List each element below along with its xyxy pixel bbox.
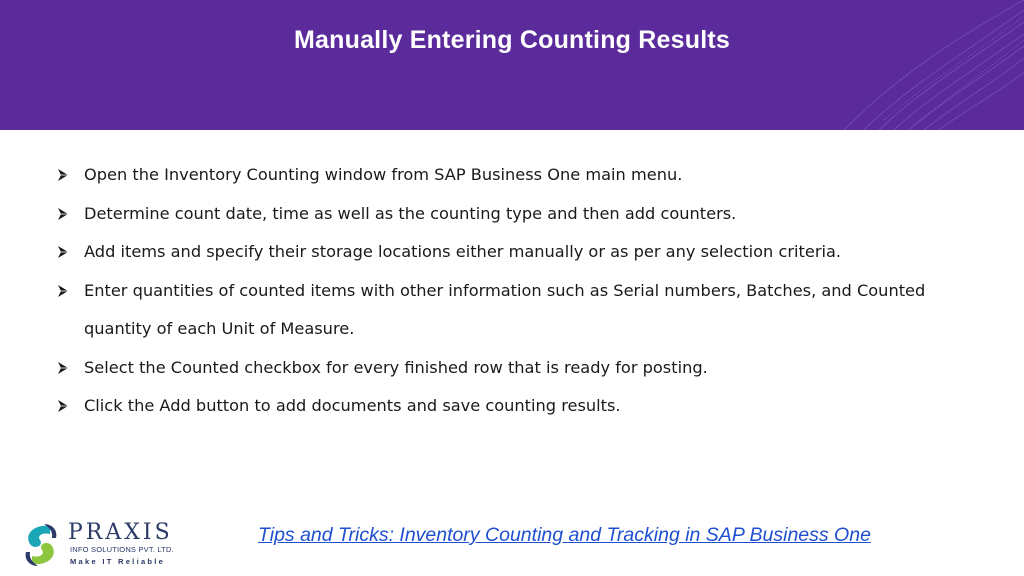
logo-tagline: Make IT Reliable (70, 557, 166, 566)
arrow-bullet-icon (56, 245, 70, 259)
bullet-item (56, 233, 976, 272)
bullet-item (56, 195, 976, 234)
title-banner (0, 0, 1024, 130)
arrow-bullet-icon (56, 168, 70, 182)
arrow-bullet-icon (56, 399, 70, 413)
bullet-text: Click the Add button to add documents and save counting results. (84, 396, 621, 415)
arrow-bullet-icon (56, 207, 70, 221)
decorative-waves (824, 0, 1024, 130)
bullet-item (56, 156, 976, 195)
logo-subtitle: INFO SOLUTIONS PVT. LTD. (70, 545, 174, 554)
bullet-list (56, 156, 976, 426)
footer-link[interactable]: Tips and Tricks: Inventory Counting and Tracking in SAP Business One (258, 524, 871, 546)
bullet-text: Select the Counted checkbox for every finished row that is ready for posting. (84, 357, 708, 377)
bullet-text: Open the Inventory Counting window from SAP Business One main menu. (84, 165, 683, 184)
bullet-text: Enter quantities of counted items with other information such as Serial numbers, Batches, and Counted quantity of each Unit of Measure. (84, 280, 926, 338)
bullet-text: Add items and specify their storage locations either manually or as per any selection criteria. (84, 242, 842, 261)
arrow-bullet-icon (56, 361, 70, 375)
logo-name: PRAXIS (68, 520, 173, 545)
praxis-logo (20, 520, 190, 570)
bullet-item (56, 349, 976, 388)
praxis-swirl-logo-icon (20, 522, 62, 568)
slide-title: Manually Entering Counting Results (294, 26, 730, 54)
bullet-item (56, 272, 976, 349)
bullet-item (56, 387, 976, 426)
arrow-bullet-icon (56, 284, 70, 298)
bullet-text: Determine count date, time as well as the counting type and then add counters. (84, 203, 737, 223)
